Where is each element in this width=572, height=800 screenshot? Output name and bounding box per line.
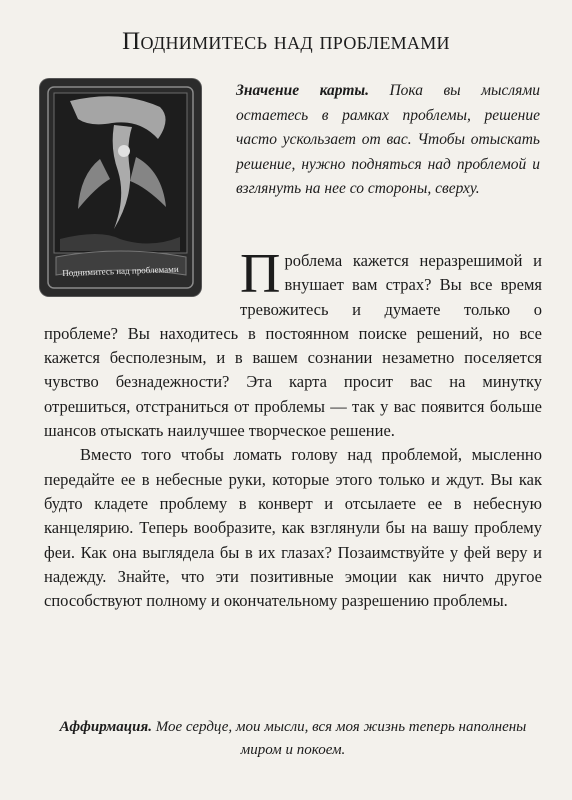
meaning-text: Пока вы мыслями остаетесь в рамках проблемы, решение часто ускользает от вас. Чтобы отыскать решение, нужно подняться над проблемой и взглянуть на нее со стороны, сверху. [236, 82, 540, 197]
affirmation-lead: Аффирмация. [59, 719, 152, 735]
affirmation [44, 716, 542, 762]
main-text [44, 243, 542, 613]
paragraph-2: Вместо того чтобы ломать голову над проблемой, мысленно передайте ее в небесные руки, которые этого только и ждут. Вы как будто кладете проблему в конверт и отсылаете ее в небесную канцелярию. Теперь вообразите, как взглянули бы на вашу проблему феи. Как она выглядела бы в их глазах? Позаимствуйте у фей веру и надежду. Знайте, что эти позитивные эмоции как ничто другое способствуют полному и окончательному разрешению проблемы. [44, 445, 542, 611]
meaning-lead: Значение карты. [236, 82, 370, 99]
drop-cap: П [240, 243, 281, 305]
page-title: Поднимитесь над проблемами [122, 28, 450, 55]
affirmation-text: Мое сердце, мои мысли, вся моя жизнь теперь наполнены миром и покоем. [151, 719, 527, 758]
card-caption: Поднимитесь над проблемами [62, 263, 179, 279]
paragraph-1 [44, 243, 542, 443]
paragraph-1-text: роблема кажется неразрешимой и внушает вам страх? Вы все время тревожитесь и думаете только о проблеме? Вы находитесь в постоянном поиске решений, но все кажется бесполезным, и в вашем сознании незаметно поселяется чувство безнадежности? Эта карта просит вас на минутку отрешиться, отстраниться от проблемы — так у вас появится больше шансов отыскать наилучшее творческое решение. [44, 251, 542, 441]
card-meaning [236, 79, 540, 202]
